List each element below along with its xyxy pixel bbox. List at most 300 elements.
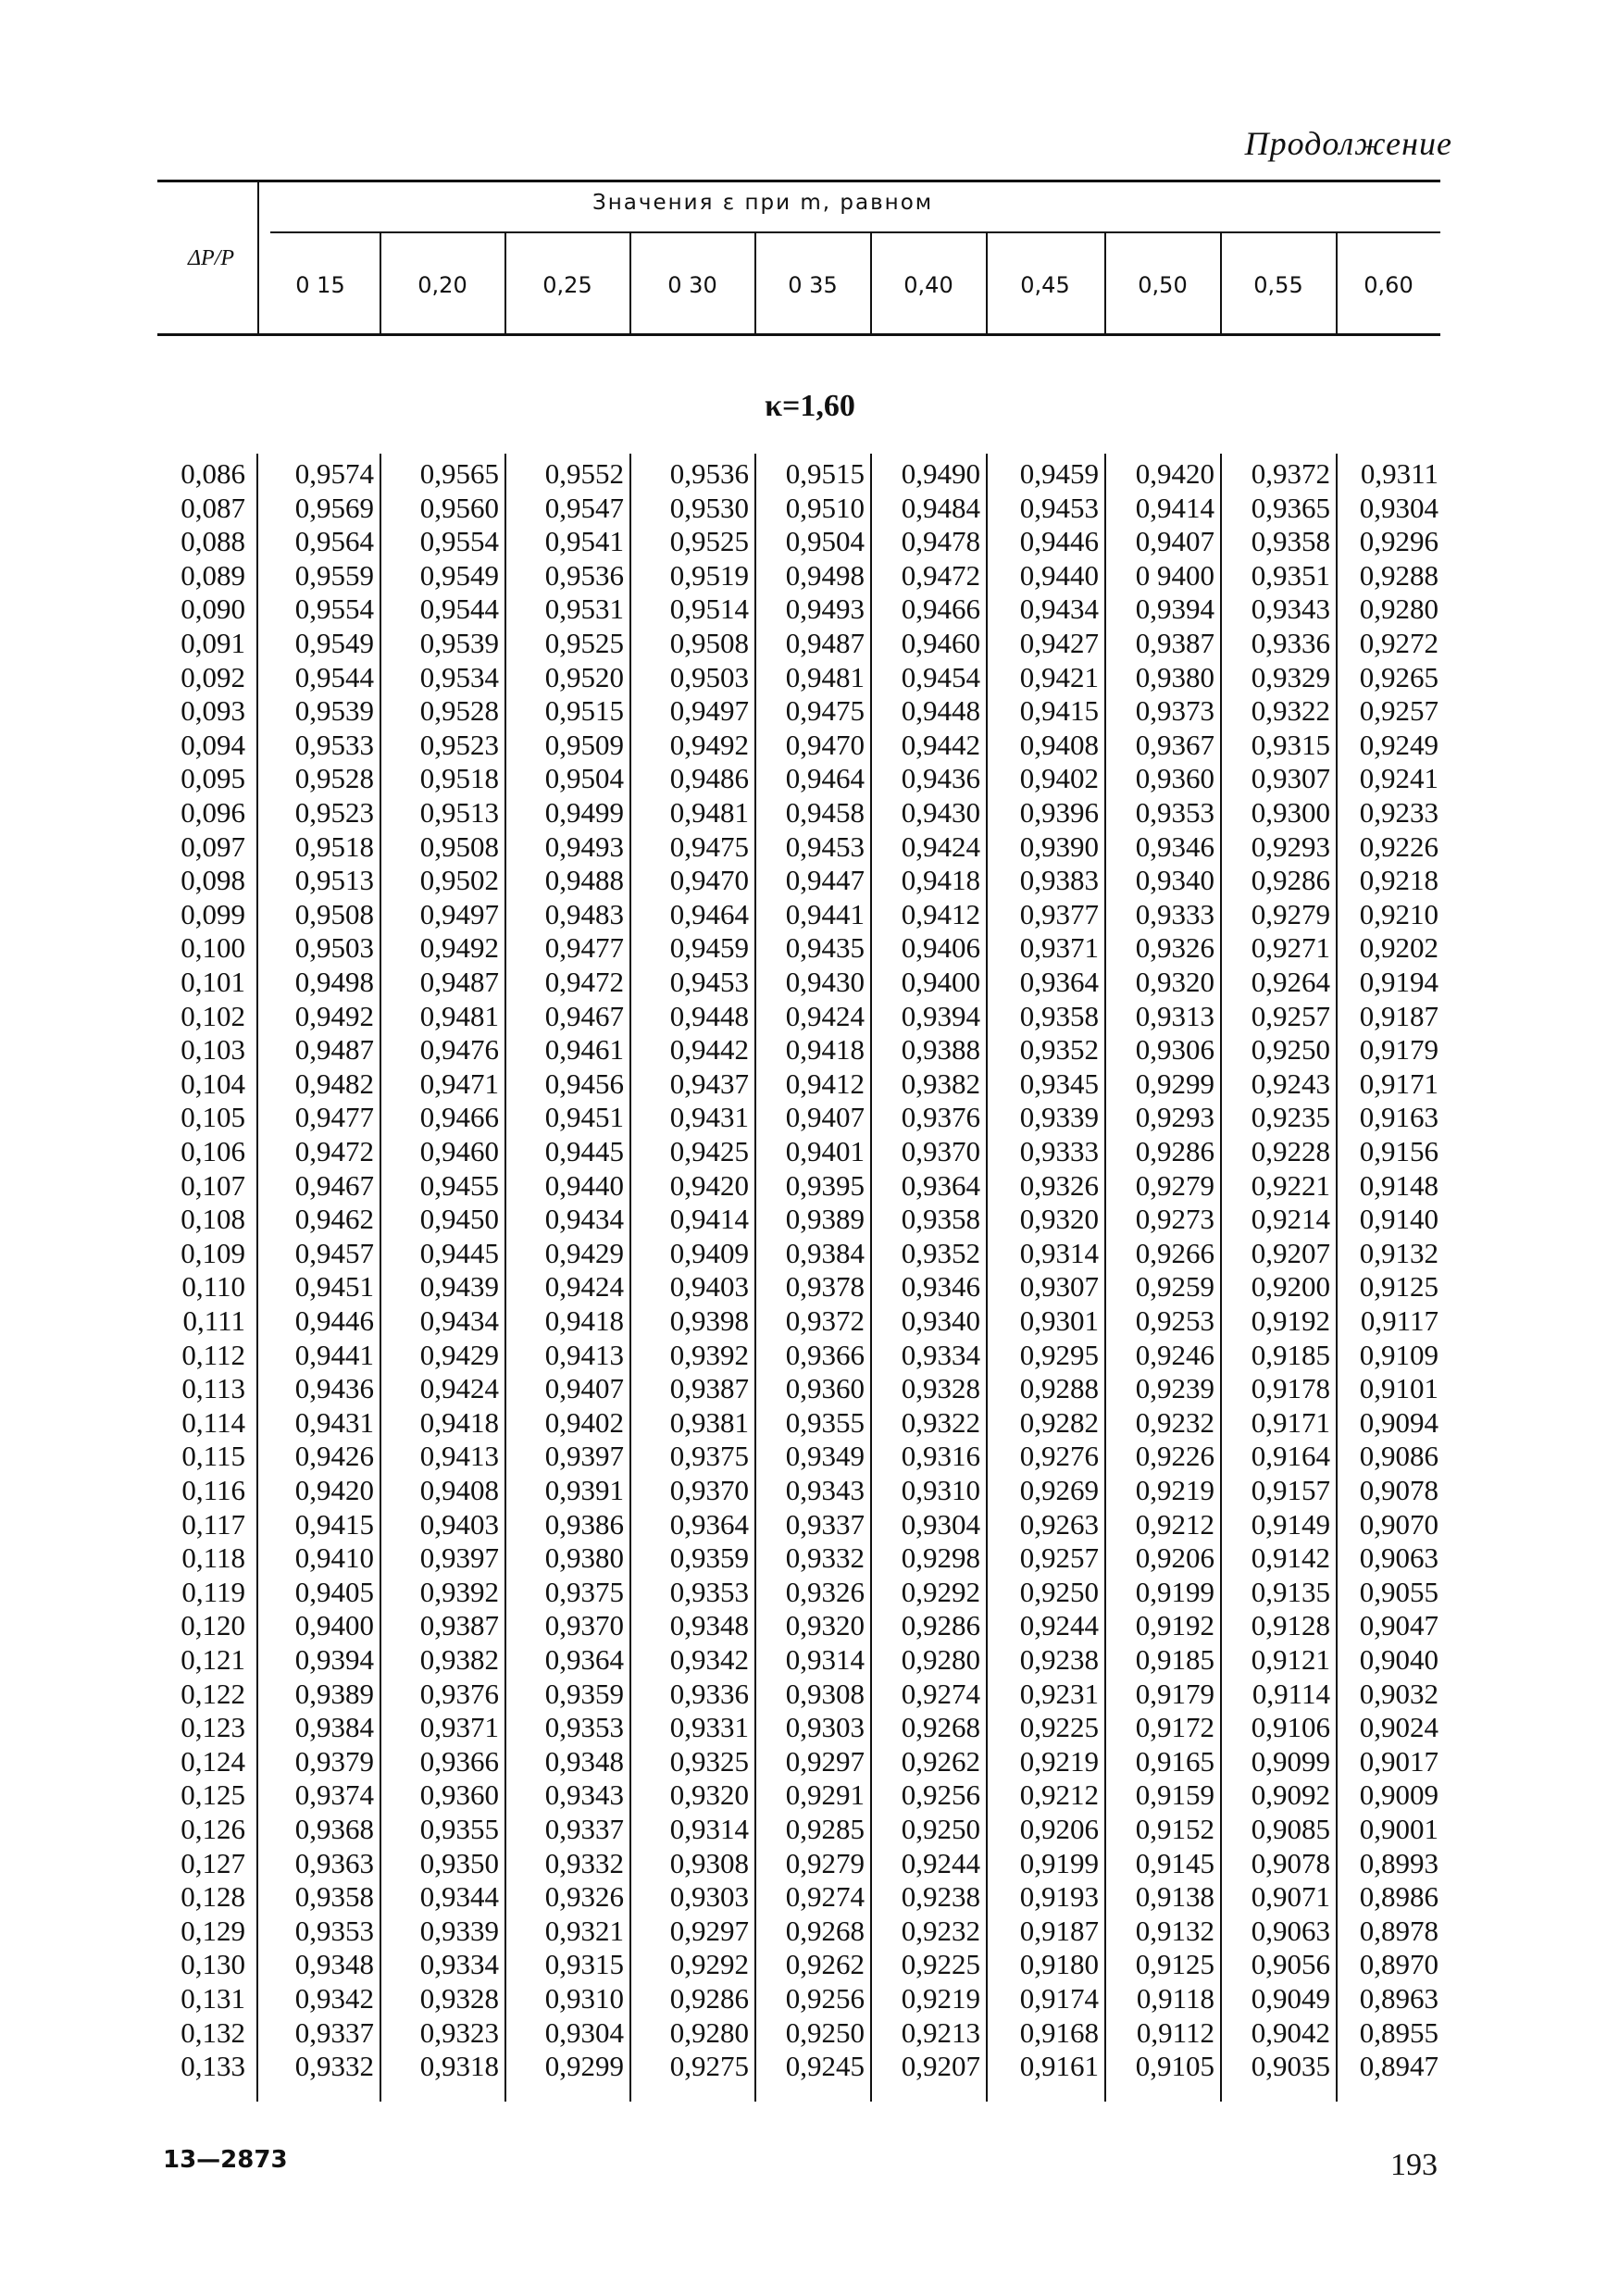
epsilon-value: 0,9246: [1135, 1338, 1214, 1371]
epsilon-value: 0,9424: [544, 1270, 624, 1304]
table-row: [0, 1745, 1619, 1778]
epsilon-value: 0,9345: [1019, 1067, 1099, 1100]
epsilon-value: 0,9296: [1359, 525, 1438, 558]
epsilon-value: 0,9420: [669, 1168, 749, 1202]
epsilon-value: 0,9528: [294, 762, 374, 795]
epsilon-value: 0,9292: [901, 1575, 980, 1608]
epsilon-value: 0,8970: [1359, 1948, 1438, 1981]
epsilon-value: 0,9407: [544, 1372, 624, 1405]
epsilon-value: 0,9424: [901, 830, 980, 863]
epsilon-value: 0,9440: [1019, 558, 1099, 592]
epsilon-value: 0,9461: [544, 1033, 624, 1067]
epsilon-value: 0,9274: [785, 1880, 865, 1914]
epsilon-value: 0,9396: [1019, 796, 1099, 829]
epsilon-value: 0,9238: [901, 1880, 980, 1914]
dp-value: 0,126: [181, 1813, 245, 1845]
epsilon-value: 0,9326: [1019, 1168, 1099, 1202]
epsilon-value: 0,9185: [1251, 1338, 1330, 1371]
dp-value: 0,094: [181, 728, 245, 761]
dp-value: 0,102: [181, 999, 245, 1032]
epsilon-value: 0,9424: [785, 999, 865, 1032]
epsilon-value: 0,9384: [785, 1236, 865, 1269]
epsilon-value: 0,9451: [294, 1270, 374, 1304]
epsilon-value: 0,9355: [785, 1405, 865, 1439]
epsilon-value: 0,9470: [785, 728, 865, 761]
epsilon-value: 0,9492: [419, 931, 499, 965]
epsilon-value: 0,9303: [785, 1711, 865, 1744]
epsilon-value: 0,9366: [785, 1338, 865, 1371]
epsilon-value: 0,9445: [544, 1135, 624, 1167]
epsilon-value: 0,9313: [1135, 999, 1214, 1032]
epsilon-value: 0,9390: [1019, 830, 1099, 863]
dp-value: 0,108: [181, 1203, 245, 1236]
epsilon-value: 0,9367: [1135, 728, 1214, 761]
epsilon-value: 0,9429: [544, 1236, 624, 1269]
epsilon-value: 0,9316: [901, 1440, 980, 1473]
epsilon-value: 0,9207: [1251, 1236, 1330, 1269]
epsilon-value: 0,9358: [1251, 525, 1330, 558]
table-row: [0, 1813, 1619, 1846]
epsilon-value: 0,9528: [419, 694, 499, 728]
dp-value: 0,105: [181, 1101, 245, 1134]
epsilon-value: 0,9333: [1135, 897, 1214, 930]
epsilon-value: 0,9245: [785, 2050, 865, 2083]
epsilon-value: 0,9394: [1135, 593, 1214, 626]
epsilon-value: 0,9314: [1019, 1236, 1099, 1269]
epsilon-value: 0,9213: [901, 2015, 980, 2049]
epsilon-value: 0,9180: [1019, 1948, 1099, 1981]
epsilon-value: 0,9364: [669, 1507, 749, 1541]
epsilon-value: 0,9262: [901, 1744, 980, 1778]
table-row: [0, 1915, 1619, 1948]
epsilon-value: 0,9536: [669, 457, 749, 490]
epsilon-value: 0,9179: [1135, 1677, 1214, 1710]
epsilon-value: 0,9225: [1019, 1711, 1099, 1744]
epsilon-value: 0,9320: [785, 1609, 865, 1642]
epsilon-value: 0,9094: [1359, 1405, 1438, 1439]
epsilon-value: 0,9266: [1135, 1236, 1214, 1269]
epsilon-value: 0,9425: [669, 1135, 749, 1167]
epsilon-value: 0,9280: [1359, 593, 1438, 626]
epsilon-value: 0,9409: [669, 1236, 749, 1269]
epsilon-value: 0,9337: [294, 2015, 374, 2049]
table-row: [0, 1711, 1619, 1744]
epsilon-value: 0,9382: [419, 1643, 499, 1676]
epsilon-value: 0,9371: [419, 1711, 499, 1744]
epsilon-value: 0,9374: [294, 1778, 374, 1812]
dp-value: 0,099: [181, 897, 245, 930]
epsilon-value: 0,9437: [669, 1067, 749, 1100]
header-separator: [629, 233, 631, 333]
epsilon-value: 0,9415: [294, 1507, 374, 1541]
epsilon-value: 0,9408: [419, 1474, 499, 1506]
epsilon-value: 0,9241: [1359, 762, 1438, 795]
epsilon-value: 0,9359: [544, 1677, 624, 1710]
epsilon-value: 0,9239: [1135, 1372, 1214, 1405]
epsilon-value: 0,9360: [785, 1372, 865, 1405]
dp-value: 0,086: [181, 457, 245, 490]
epsilon-value: 0,9515: [544, 694, 624, 728]
epsilon-value: 0,9448: [669, 999, 749, 1032]
table-row: [0, 559, 1619, 593]
table-row: [0, 931, 1619, 965]
epsilon-value: 0,9435: [785, 931, 865, 965]
epsilon-value: 0,9370: [901, 1135, 980, 1167]
dp-value: 0,130: [181, 1948, 245, 1981]
epsilon-value: 0,9174: [1019, 1982, 1099, 2015]
epsilon-value: 0,9472: [294, 1135, 374, 1167]
epsilon-value: 0,9333: [1019, 1135, 1099, 1167]
dp-value: 0,107: [181, 1168, 245, 1202]
epsilon-value: 0,9109: [1359, 1338, 1438, 1371]
epsilon-value: 0,9502: [419, 864, 499, 897]
epsilon-value: 0,9157: [1251, 1474, 1330, 1506]
epsilon-value: 0,9388: [901, 1033, 980, 1067]
table-row: [0, 593, 1619, 626]
dp-value: 0,109: [181, 1236, 245, 1269]
m-value-header: 0,60: [1364, 272, 1414, 298]
epsilon-value: 0,9304: [901, 1507, 980, 1541]
epsilon-value: 0,9477: [544, 931, 624, 965]
epsilon-value: 0,9285: [785, 1813, 865, 1845]
table-row: [0, 898, 1619, 931]
epsilon-value: 0,9569: [294, 491, 374, 524]
epsilon-value: 0,9442: [901, 728, 980, 761]
epsilon-value: 0,9403: [669, 1270, 749, 1304]
table-row: [0, 1576, 1619, 1609]
dp-value: 0,132: [181, 2015, 245, 2049]
dp-value: 0,121: [181, 1643, 245, 1676]
epsilon-value: 0,9460: [419, 1135, 499, 1167]
epsilon-value: 0,9300: [1251, 796, 1330, 829]
epsilon-value: 0,9377: [1019, 897, 1099, 930]
epsilon-value: 0,9295: [1019, 1338, 1099, 1371]
epsilon-value: 0,9226: [1359, 830, 1438, 863]
epsilon-value: 0,9212: [1019, 1778, 1099, 1812]
epsilon-value: 0,9418: [901, 864, 980, 897]
epsilon-value: 0,9001: [1359, 1813, 1438, 1845]
epsilon-value: 0,9009: [1359, 1778, 1438, 1812]
epsilon-value: 0,9539: [419, 627, 499, 659]
epsilon-value: 0,9407: [785, 1101, 865, 1134]
epsilon-value: 0,9453: [669, 966, 749, 998]
m-value-header: 0 35: [788, 272, 838, 298]
epsilon-value: 0,9476: [419, 1033, 499, 1067]
epsilon-value: 0,9348: [544, 1744, 624, 1778]
epsilon-value: 0,9536: [544, 558, 624, 592]
epsilon-value: 0,9460: [901, 627, 980, 659]
table-row: [0, 966, 1619, 999]
epsilon-value: 0,9451: [544, 1101, 624, 1134]
epsilon-value: 0,9373: [1135, 694, 1214, 728]
epsilon-value: 0,9448: [901, 694, 980, 728]
epsilon-value: 0,9017: [1359, 1744, 1438, 1778]
epsilon-value: 0,9364: [544, 1643, 624, 1676]
epsilon-value: 0,9340: [901, 1304, 980, 1337]
epsilon-value: 0,9314: [785, 1643, 865, 1676]
epsilon-value: 0,9342: [669, 1643, 749, 1676]
epsilon-value: 0,9346: [1135, 830, 1214, 863]
epsilon-value: 0,9492: [669, 728, 749, 761]
epsilon-value: 0,9268: [785, 1914, 865, 1947]
epsilon-value: 0,9226: [1135, 1440, 1214, 1473]
epsilon-value: 0,9351: [1251, 558, 1330, 592]
epsilon-value: 0,9042: [1251, 2015, 1330, 2049]
epsilon-value: 0,9519: [669, 558, 749, 592]
epsilon-value: 0,9402: [1019, 762, 1099, 795]
epsilon-value: 0,9370: [544, 1609, 624, 1642]
epsilon-value: 0,9322: [1251, 694, 1330, 728]
epsilon-value: 0,9478: [901, 525, 980, 558]
epsilon-value: 0,9256: [901, 1778, 980, 1812]
epsilon-value: 0,9353: [544, 1711, 624, 1744]
table-row: [0, 1101, 1619, 1134]
epsilon-value: 0,9308: [785, 1677, 865, 1710]
epsilon-value: 0,9187: [1019, 1914, 1099, 1947]
epsilon-value: 0,9431: [294, 1405, 374, 1439]
epsilon-value: 0,9520: [544, 660, 624, 693]
epsilon-value: 0,9307: [1019, 1270, 1099, 1304]
epsilon-value: 0,9457: [294, 1236, 374, 1269]
epsilon-value: 0,9348: [294, 1948, 374, 1981]
dp-value: 0,116: [181, 1474, 245, 1506]
epsilon-value: 0,9288: [1019, 1372, 1099, 1405]
epsilon-value: 0,9370: [669, 1474, 749, 1506]
epsilon-value: 0,9244: [1019, 1609, 1099, 1642]
epsilon-value: 0,9384: [294, 1711, 374, 1744]
footer-signature: 13—2873: [163, 2146, 288, 2174]
dp-value: 0,111: [182, 1304, 245, 1337]
epsilon-value: 0,9493: [544, 830, 624, 863]
dp-value: 0,123: [181, 1711, 245, 1744]
epsilon-value: 0,9379: [294, 1744, 374, 1778]
dp-value: 0,128: [181, 1880, 245, 1914]
m-value-header: 0,25: [542, 272, 592, 298]
epsilon-value: 0,9380: [544, 1541, 624, 1575]
epsilon-value: 0,9560: [419, 491, 499, 524]
epsilon-value: 0,9318: [419, 2050, 499, 2083]
epsilon-value: 0,9504: [785, 525, 865, 558]
dp-value: 0,088: [181, 525, 245, 558]
epsilon-value: 0,9268: [901, 1711, 980, 1744]
dp-value: 0,095: [181, 762, 245, 795]
table-row: [0, 1847, 1619, 1880]
dp-value: 0,114: [181, 1405, 245, 1439]
epsilon-value: 0,9487: [419, 966, 499, 998]
epsilon-value: 0,9092: [1251, 1778, 1330, 1812]
epsilon-value: 0,9253: [1135, 1304, 1214, 1337]
epsilon-value: 0,9481: [669, 796, 749, 829]
epsilon-value: 0,9467: [544, 999, 624, 1032]
epsilon-value: 0,9187: [1359, 999, 1438, 1032]
epsilon-value: 0,9250: [1251, 1033, 1330, 1067]
epsilon-value: 0,9564: [294, 525, 374, 558]
epsilon-value: 0,9387: [669, 1372, 749, 1405]
epsilon-value: 0,9086: [1359, 1440, 1438, 1473]
epsilon-value: 0,8978: [1359, 1914, 1438, 1947]
table-row: [0, 525, 1619, 558]
epsilon-value: 0,9462: [294, 1203, 374, 1236]
epsilon-value: 0,9085: [1251, 1813, 1330, 1845]
epsilon-value: 0,9389: [785, 1203, 865, 1236]
epsilon-value: 0,9525: [669, 525, 749, 558]
epsilon-value: 0,9515: [785, 457, 865, 490]
epsilon-value: 0,9456: [544, 1067, 624, 1100]
group-header: Значения ε при m, равном: [592, 191, 934, 215]
epsilon-value: 0,9401: [785, 1135, 865, 1167]
epsilon-value: 0,9232: [901, 1914, 980, 1947]
epsilon-value: 0,9509: [544, 728, 624, 761]
dp-value: 0,117: [181, 1507, 245, 1541]
row-label-header: ΔP/P: [187, 246, 235, 270]
dp-value: 0,118: [181, 1541, 245, 1575]
epsilon-value: 0,8963: [1359, 1982, 1438, 2015]
epsilon-value: 0,9387: [1135, 627, 1214, 659]
epsilon-value: 0,9486: [669, 762, 749, 795]
epsilon-value: 0,9482: [294, 1067, 374, 1100]
epsilon-value: 0,9331: [669, 1711, 749, 1744]
table-row: [0, 796, 1619, 830]
epsilon-value: 0,9440: [544, 1168, 624, 1202]
header-separator: [504, 233, 506, 333]
table-row: [0, 2050, 1619, 2083]
epsilon-value: 0,9297: [785, 1744, 865, 1778]
epsilon-value: 0,9544: [419, 593, 499, 626]
epsilon-value: 0,9380: [1135, 660, 1214, 693]
dp-value: 0,110: [181, 1270, 245, 1304]
epsilon-value: 0,9353: [669, 1575, 749, 1608]
table-row: [0, 1033, 1619, 1067]
epsilon-value: 0,9337: [544, 1813, 624, 1845]
dp-value: 0,089: [181, 558, 245, 592]
table-row: [0, 1948, 1619, 1981]
epsilon-value: 0,9539: [294, 694, 374, 728]
epsilon-value: 0,9193: [1019, 1880, 1099, 1914]
epsilon-value: 0,9530: [669, 491, 749, 524]
epsilon-value: 0,8986: [1359, 1880, 1438, 1914]
epsilon-value: 0,9445: [419, 1236, 499, 1269]
table-row: [0, 1508, 1619, 1541]
epsilon-value: 0,9161: [1019, 2050, 1099, 2083]
epsilon-value: 0,9397: [419, 1541, 499, 1575]
dp-value: 0,101: [181, 966, 245, 998]
epsilon-value: 0,9434: [419, 1304, 499, 1337]
epsilon-value: 0,9441: [294, 1338, 374, 1371]
dp-value: 0,092: [181, 660, 245, 693]
epsilon-value: 0,9477: [294, 1101, 374, 1134]
epsilon-value: 0 9400: [1135, 558, 1214, 592]
epsilon-value: 0,9035: [1251, 2050, 1330, 2083]
epsilon-value: 0,9342: [294, 1982, 374, 2015]
epsilon-value: 0,9206: [1135, 1541, 1214, 1575]
epsilon-value: 0,9508: [669, 627, 749, 659]
epsilon-value: 0,9286: [1251, 864, 1330, 897]
table-row: [0, 1135, 1619, 1168]
epsilon-value: 0,9272: [1359, 627, 1438, 659]
epsilon-value: 0,9378: [785, 1270, 865, 1304]
epsilon-value: 0,9279: [1251, 897, 1330, 930]
epsilon-value: 0,9508: [294, 897, 374, 930]
epsilon-value: 0,9375: [544, 1575, 624, 1608]
epsilon-value: 0,9078: [1251, 1846, 1330, 1879]
header-separator: [986, 233, 988, 333]
epsilon-value: 0,9280: [901, 1643, 980, 1676]
epsilon-value: 0,9164: [1251, 1440, 1330, 1473]
epsilon-value: 0,9418: [544, 1304, 624, 1337]
epsilon-value: 0,9314: [669, 1813, 749, 1845]
header-separator: [754, 233, 756, 333]
epsilon-value: 0,9207: [901, 2050, 980, 2083]
epsilon-value: 0,9334: [419, 1948, 499, 1981]
epsilon-value: 0,9429: [419, 1338, 499, 1371]
epsilon-value: 0,9315: [544, 1948, 624, 1981]
epsilon-value: 0,9200: [1251, 1270, 1330, 1304]
epsilon-value: 0,9434: [544, 1203, 624, 1236]
epsilon-value: 0,9414: [1135, 491, 1214, 524]
epsilon-value: 0,9343: [785, 1474, 865, 1506]
epsilon-value: 0,9510: [785, 491, 865, 524]
epsilon-value: 0,9192: [1251, 1304, 1330, 1337]
epsilon-value: 0,9549: [419, 558, 499, 592]
epsilon-value: 0,9431: [669, 1101, 749, 1134]
header-separator: [870, 233, 872, 333]
epsilon-value: 0,9355: [419, 1813, 499, 1845]
header-top-rule: [157, 180, 1440, 182]
epsilon-value: 0,9320: [669, 1778, 749, 1812]
table-row: [0, 1541, 1619, 1575]
epsilon-value: 0,9459: [1019, 457, 1099, 490]
epsilon-value: 0,9352: [901, 1236, 980, 1269]
epsilon-value: 0,9219: [1019, 1744, 1099, 1778]
epsilon-value: 0,9418: [419, 1405, 499, 1439]
table-row: [0, 1304, 1619, 1338]
epsilon-value: 0,8993: [1359, 1846, 1438, 1879]
epsilon-value: 0,9574: [294, 457, 374, 490]
epsilon-value: 0,9344: [419, 1880, 499, 1914]
dp-value: 0,112: [181, 1338, 245, 1371]
dp-value: 0,091: [181, 627, 245, 659]
epsilon-value: 0,9257: [1359, 694, 1438, 728]
epsilon-value: 0,9513: [294, 864, 374, 897]
dp-value: 0,098: [181, 864, 245, 897]
epsilon-value: 0,9406: [901, 931, 980, 965]
epsilon-value: 0,9199: [1019, 1846, 1099, 1879]
epsilon-value: 0,9047: [1359, 1609, 1438, 1642]
epsilon-value: 0,9063: [1251, 1914, 1330, 1947]
epsilon-value: 0,9464: [669, 897, 749, 930]
epsilon-value: 0,9055: [1359, 1575, 1438, 1608]
epsilon-value: 0,9488: [544, 864, 624, 897]
table-row: [0, 661, 1619, 694]
dp-value: 0,131: [181, 1982, 245, 2015]
epsilon-value: 0,9132: [1135, 1914, 1214, 1947]
epsilon-value: 0,9427: [1019, 627, 1099, 659]
epsilon-value: 0,9471: [419, 1067, 499, 1100]
epsilon-value: 0,9218: [1359, 864, 1438, 897]
epsilon-value: 0,9358: [901, 1203, 980, 1236]
epsilon-value: 0,9301: [1019, 1304, 1099, 1337]
epsilon-value: 0,9394: [901, 999, 980, 1032]
header-separator: [380, 233, 381, 333]
epsilon-value: 0,9450: [419, 1203, 499, 1236]
epsilon-value: 0,9398: [669, 1304, 749, 1337]
dp-value: 0,119: [181, 1575, 245, 1608]
epsilon-value: 0,9533: [294, 728, 374, 761]
epsilon-value: 0,9394: [294, 1643, 374, 1676]
epsilon-value: 0,9311: [1360, 457, 1438, 490]
epsilon-value: 0,9249: [1359, 728, 1438, 761]
epsilon-value: 0,9446: [1019, 525, 1099, 558]
